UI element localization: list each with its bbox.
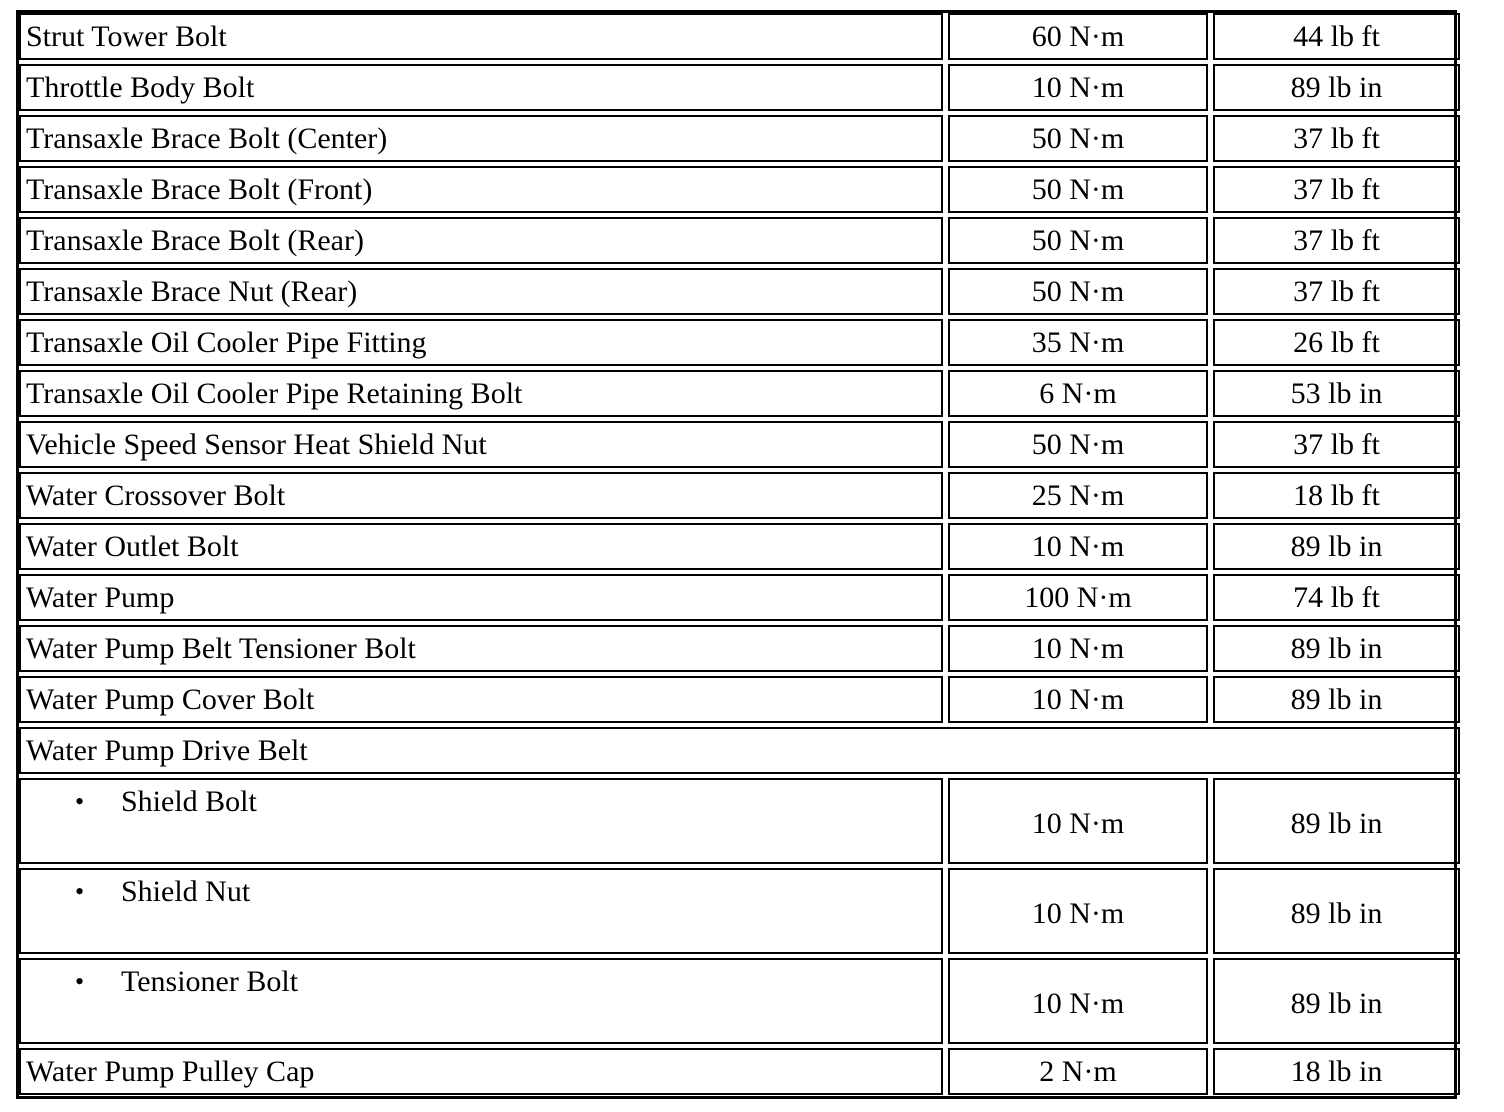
component-name-cell: Water Crossover Bolt: [19, 472, 943, 519]
english-torque-cell: 18 lb in: [1213, 1048, 1460, 1095]
component-name-cell: Transaxle Brace Bolt (Rear): [19, 217, 943, 264]
table-row: [19, 472, 1460, 519]
metric-torque-cell: 50 N·m: [948, 217, 1208, 264]
table-row: [19, 625, 1460, 672]
component-name-cell: Transaxle Brace Bolt (Front): [19, 166, 943, 213]
english-torque-cell: 74 lb ft: [1213, 574, 1460, 621]
metric-torque-cell: 100 N·m: [948, 574, 1208, 621]
table-row: [19, 319, 1460, 366]
english-torque-cell: 26 lb ft: [1213, 319, 1460, 366]
component-name-cell: Throttle Body Bolt: [19, 64, 943, 111]
component-name-cell: Water Pump Pulley Cap: [19, 1048, 943, 1095]
english-torque-cell: 44 lb ft: [1213, 13, 1460, 60]
metric-torque-cell: 60 N·m: [948, 13, 1208, 60]
table-row: [19, 268, 1460, 315]
table-row: [19, 370, 1460, 417]
group-heading-row: [19, 727, 1460, 774]
english-torque-cell: 89 lb in: [1213, 523, 1460, 570]
table-row: [19, 676, 1460, 723]
table-row: [19, 421, 1460, 468]
english-torque-cell: 53 lb in: [1213, 370, 1460, 417]
metric-torque-cell: 50 N·m: [948, 115, 1208, 162]
metric-torque-cell-value: 10 N·m: [1031, 807, 1125, 840]
english-torque-cell: 37 lb ft: [1213, 166, 1460, 213]
component-name-cell: Water Outlet Bolt: [19, 523, 943, 570]
component-name-cell: Water Pump Cover Bolt: [19, 676, 943, 723]
component-name-cell: Strut Tower Bolt: [19, 13, 943, 60]
table-row: [19, 166, 1460, 213]
english-torque-cell: 37 lb ft: [1213, 115, 1460, 162]
metric-torque-cell: 6 N·m: [948, 370, 1208, 417]
english-torque-cell: 18 lb ft: [1213, 472, 1460, 519]
subitem-label: Tensioner Bolt: [121, 965, 299, 998]
table-row-subitem: [19, 778, 1460, 864]
metric-torque-cell: 35 N·m: [948, 319, 1208, 366]
bullet-icon: •: [75, 877, 85, 906]
english-torque-cell: [1213, 868, 1460, 954]
metric-torque-cell: 2 N·m: [948, 1048, 1208, 1095]
english-torque-cell: 89 lb in: [1213, 64, 1460, 111]
metric-torque-cell: 10 N·m: [948, 676, 1208, 723]
component-name-cell: Vehicle Speed Sensor Heat Shield Nut: [19, 421, 943, 468]
table-row: [19, 574, 1460, 621]
metric-torque-cell-value: 10 N·m: [1031, 897, 1125, 930]
english-torque-cell: 37 lb ft: [1213, 268, 1460, 315]
subitem-name-cell: [19, 868, 943, 954]
table-row: [19, 523, 1460, 570]
metric-torque-cell: [948, 868, 1208, 954]
metric-torque-cell: 50 N·m: [948, 166, 1208, 213]
english-torque-cell-value: 89 lb in: [1290, 807, 1383, 840]
english-torque-cell-value: 89 lb in: [1290, 987, 1383, 1020]
english-torque-cell: [1213, 958, 1460, 1044]
subitem-name-cell: [19, 778, 943, 864]
table-row: [19, 64, 1460, 111]
component-name-cell: Water Pump Belt Tensioner Bolt: [19, 625, 943, 672]
metric-torque-cell: [948, 958, 1208, 1044]
english-torque-cell: 89 lb in: [1213, 625, 1460, 672]
subitem-name-cell: [19, 958, 943, 1044]
table-row: [19, 13, 1460, 60]
subitem-label: Shield Nut: [121, 875, 251, 908]
table-row-subitem: [19, 868, 1460, 954]
metric-torque-cell: 10 N·m: [948, 625, 1208, 672]
metric-torque-cell: [948, 778, 1208, 864]
english-torque-cell: 37 lb ft: [1213, 421, 1460, 468]
english-torque-cell: 37 lb ft: [1213, 217, 1460, 264]
bullet-icon: •: [75, 787, 85, 816]
table-row: [19, 115, 1460, 162]
torque-spec-table: [19, 13, 1460, 1095]
table-row-subitem: [19, 958, 1460, 1044]
component-name-cell: Transaxle Oil Cooler Pipe Retaining Bolt: [19, 370, 943, 417]
bullet-icon: •: [75, 967, 85, 996]
component-name-cell: Water Pump: [19, 574, 943, 621]
english-torque-cell: [1213, 778, 1460, 864]
component-name-cell: Transaxle Brace Bolt (Center): [19, 115, 943, 162]
english-torque-cell: 89 lb in: [1213, 676, 1460, 723]
component-name-cell: Transaxle Brace Nut (Rear): [19, 268, 943, 315]
group-heading-cell: Water Pump Drive Belt: [19, 727, 1460, 774]
table-row: [19, 1048, 1460, 1095]
metric-torque-cell: 10 N·m: [948, 64, 1208, 111]
metric-torque-cell: 10 N·m: [948, 523, 1208, 570]
english-torque-cell-value: 89 lb in: [1290, 897, 1383, 930]
metric-torque-cell: 50 N·m: [948, 421, 1208, 468]
component-name-cell: Transaxle Oil Cooler Pipe Fitting: [19, 319, 943, 366]
metric-torque-cell: 50 N·m: [948, 268, 1208, 315]
metric-torque-cell: 25 N·m: [948, 472, 1208, 519]
table-row: [19, 217, 1460, 264]
subitem-label: Shield Bolt: [121, 785, 257, 818]
metric-torque-cell-value: 10 N·m: [1031, 987, 1125, 1020]
